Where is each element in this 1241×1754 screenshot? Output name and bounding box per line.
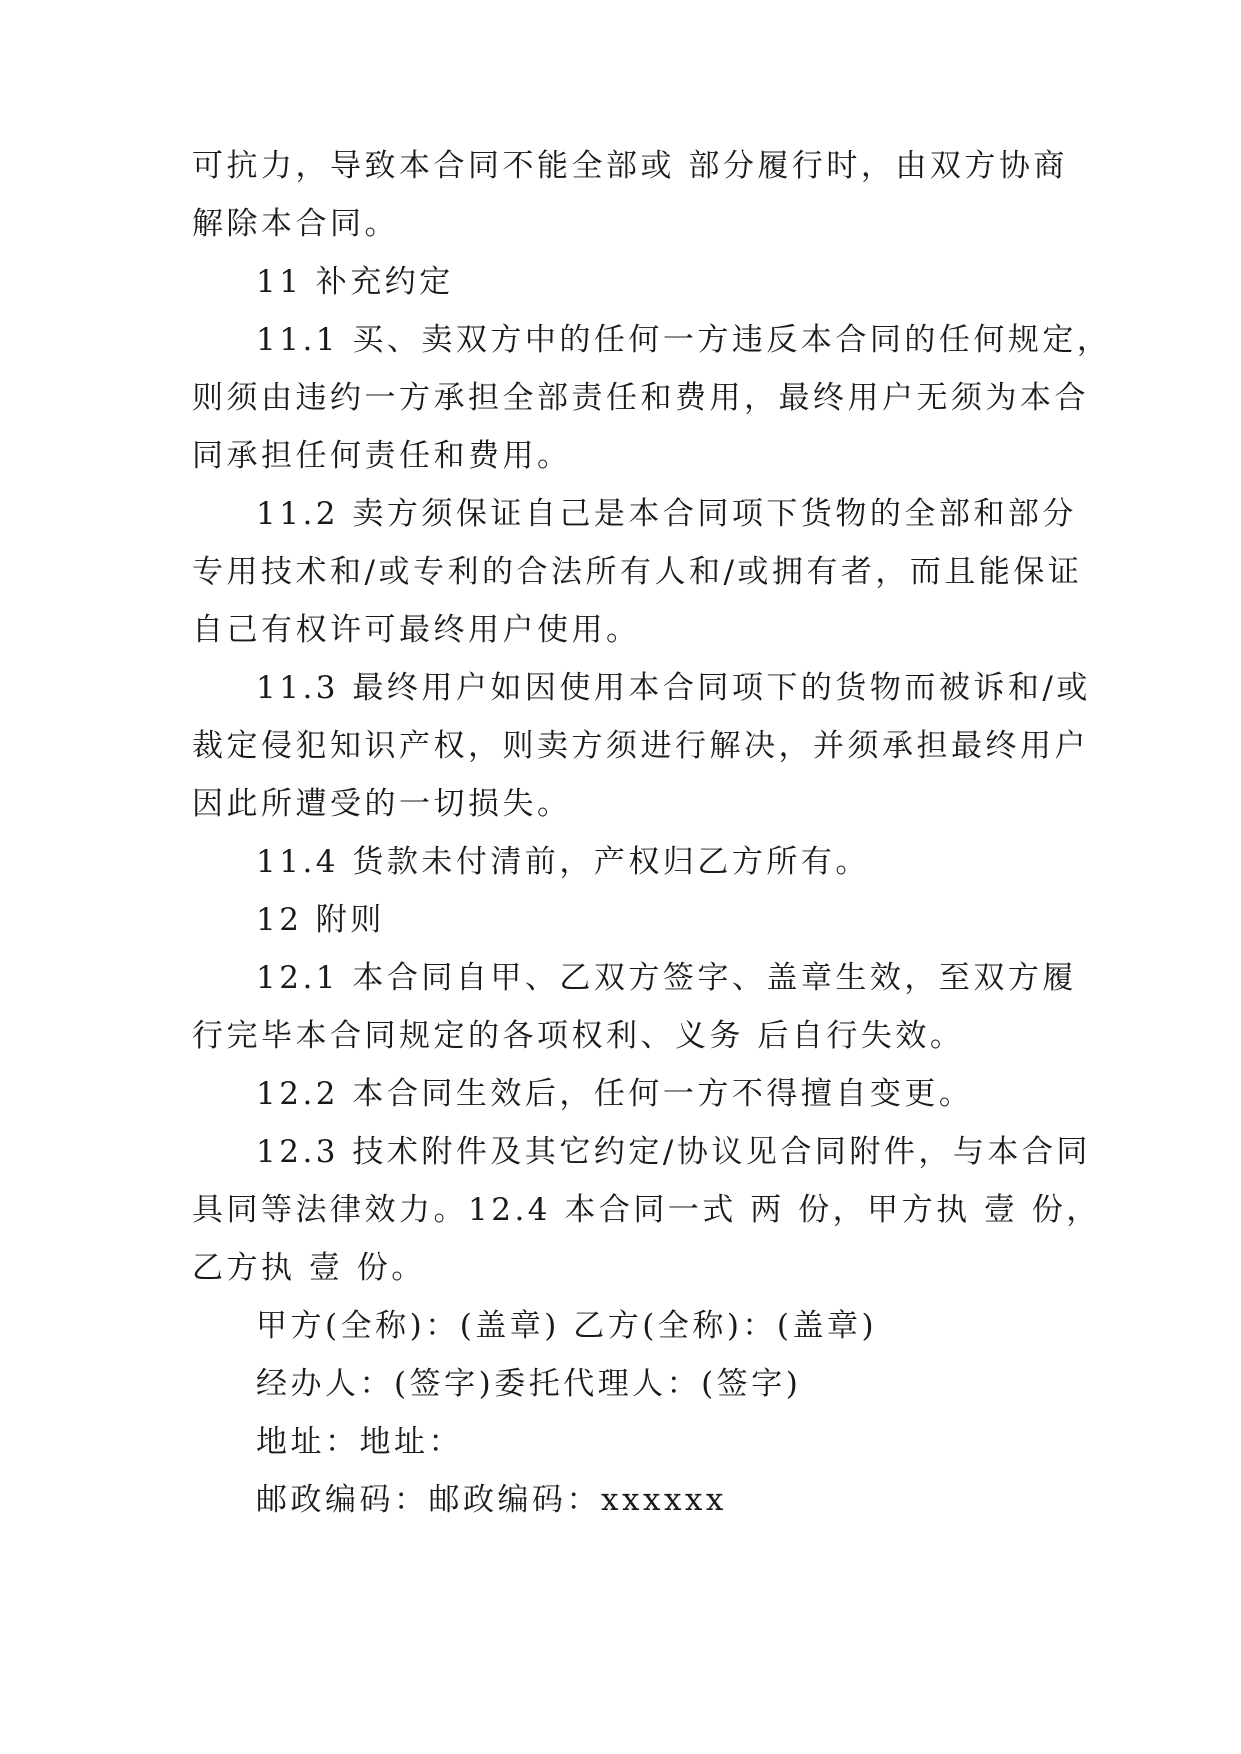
paragraph-line: 专用技术和/或专利的合法所有人和/或拥有者，而且能保证 <box>192 554 1083 590</box>
section-heading: 12 附则 <box>256 902 385 938</box>
paragraph-line: 乙方执 壹 份。 <box>192 1250 426 1286</box>
paragraph-line: 解除本合同。 <box>192 206 399 242</box>
paragraph-line: 11.1 买、卖双方中的任何一方违反本合同的任何规定， <box>256 322 1112 358</box>
paragraph-line: 自己有权许可最终用户使用。 <box>192 612 641 648</box>
paragraph-line: 可抗力，导致本合同不能全部或 部分履行时，由双方协商 <box>192 148 1068 184</box>
signature-party-line: 甲方(全称)：(盖章) 乙方(全称)：(盖章) <box>256 1308 878 1344</box>
paragraph-line: 因此所遭受的一切损失。 <box>192 786 572 822</box>
section-heading: 11 补充约定 <box>256 264 454 300</box>
paragraph-line: 行完毕本合同规定的各项权利、义务 后自行失效。 <box>192 1018 965 1054</box>
paragraph-line: 11.3 最终用户如因使用本合同项下的货物而被诉和/或 <box>256 670 1091 706</box>
paragraph-line: 同承担任何责任和费用。 <box>192 438 572 474</box>
paragraph-line: 11.4 货款未付清前，产权归乙方所有。 <box>256 844 870 880</box>
paragraph-line: 12.3 技术附件及其它约定/协议见合同附件，与本合同 <box>256 1134 1091 1170</box>
postal-code-line: 邮政编码：邮政编码：xxxxxx <box>256 1482 727 1518</box>
address-line: 地址：地址： <box>256 1424 463 1460</box>
paragraph-line: 则须由违约一方承担全部责任和费用，最终用户无须为本合 <box>192 380 1089 416</box>
signature-agent-line: 经办人：(签字)委托代理人：(签字) <box>256 1366 802 1402</box>
paragraph-line: 裁定侵犯知识产权，则卖方须进行解决，并须承担最终用户 <box>192 728 1089 764</box>
paragraph-line: 12.2 本合同生效后，任何一方不得擅自变更。 <box>256 1076 974 1112</box>
paragraph-line: 具同等法律效力。12.4 本合同一式 两 份，甲方执 壹 份， <box>192 1192 1101 1228</box>
paragraph-line: 12.1 本合同自甲、乙双方签字、盖章生效，至双方履 <box>256 960 1077 996</box>
paragraph-line: 11.2 卖方须保证自己是本合同项下货物的全部和部分 <box>256 496 1077 532</box>
